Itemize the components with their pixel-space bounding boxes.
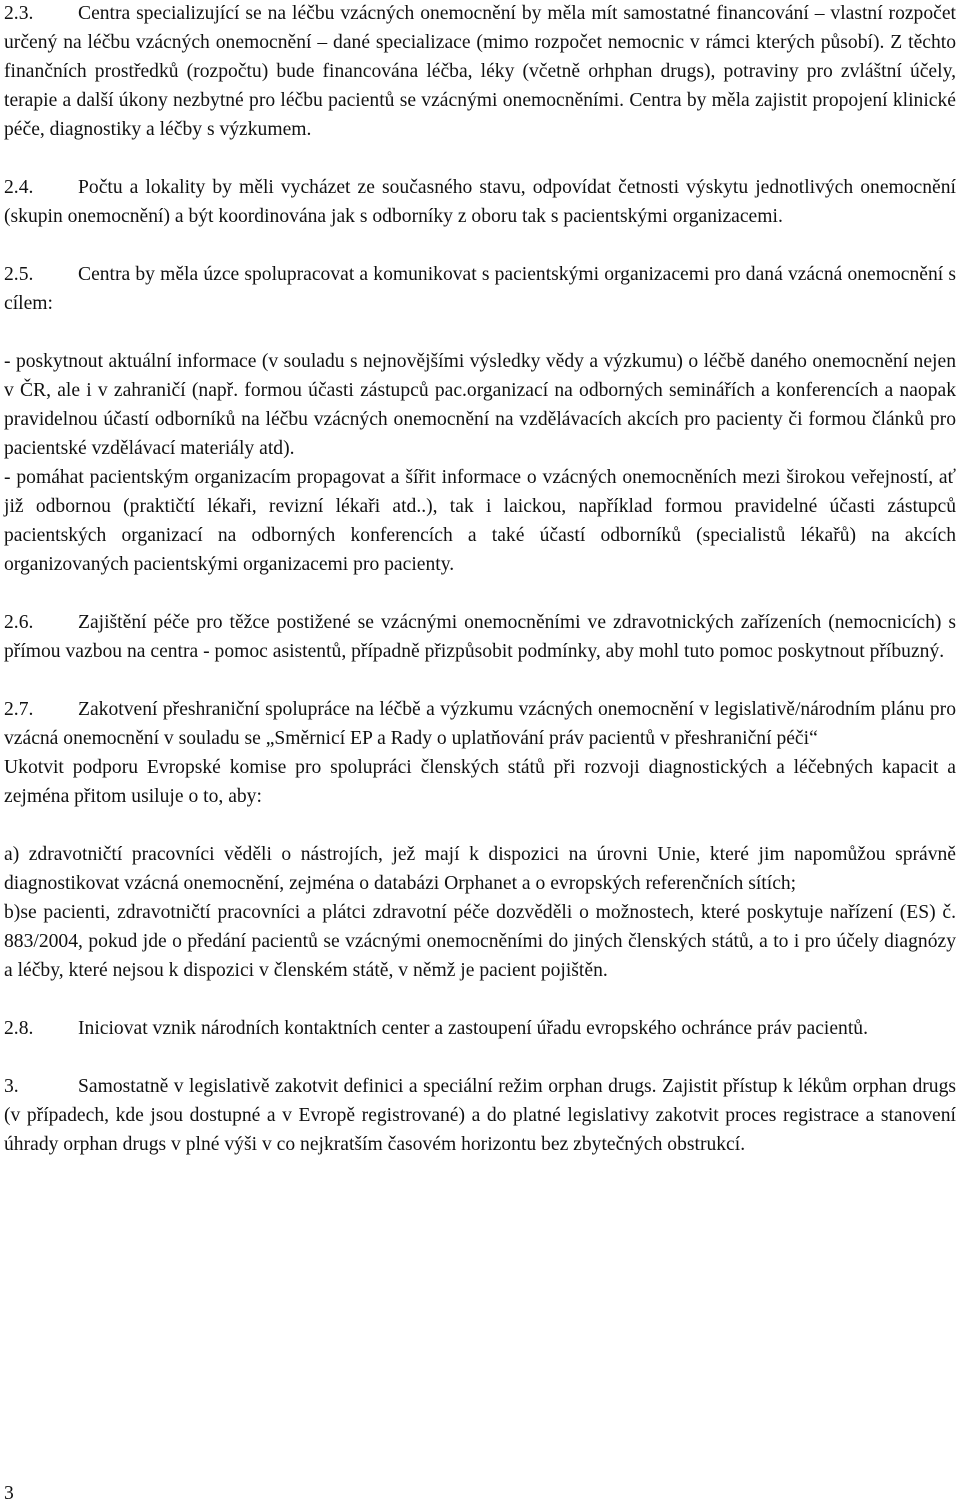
section-text: Centra specializující se na léčbu vzácných onemocnění by měla mít samostatné financování – vlastní rozpočet určený na léčbu vzácných onemocnění – dané specializace (mimo rozpočet nemocnic v rámci kterých působí). Z těchto finančních prostředků (rozpočtu) bude financována léčba, léky (včetně orhphan drugs), potraviny pro zvláštní účely, terapie a další úkony nezbytné pro léčbu pacientů se vzácnými onemocněními. Centra by měla zajistit propojení klinické péče, diagnostiky a léčby s výzkumem. [4, 3, 956, 140]
page-number: 3 [4, 1483, 14, 1504]
list-item-text: a) zdravotničtí pracovníci věděli o nástrojích, jež mají k dispozici na úrovni Unie, které jim napomůžou správně diagnostikovat vzácná onemocnění, zejména o databázi Orphanet a o evropských referenčních sítích; [4, 844, 956, 894]
section-text: Centra by měla úzce spolupracovat a komunikovat s pacientskými organizacemi pro daná vzácná onemocnění s cílem: [4, 264, 956, 314]
bullet-text: - poskytnout aktuální informace (v souladu s nejnovějšími výsledky vědy a výzkumu) o léčbě daného onemocnění nejen v ČR, ale i v zahraničí (např. formou účasti zástupců pac.organizací na odborných seminářích a konferencích a naopak pravidelnou účastí odborníků na léčbu vzácných onemocnění na vzdělávacích akcích pro pacienty či formou článků pro pacientské vzdělávací materiály atd). [4, 351, 956, 459]
eu-support-paragraph [4, 753, 956, 811]
section-2-7 [4, 695, 956, 753]
section-number: 2.6. [4, 612, 34, 633]
section-number: 2.8. [4, 1018, 34, 1039]
section-2-5 [4, 260, 956, 318]
section-number: 3. [4, 1076, 19, 1097]
section-2-4 [4, 173, 956, 231]
section-2-3 [4, 0, 956, 144]
section-text: Iniciovat vznik národních kontaktních center a zastoupení úřadu evropského ochránce práv pacientů. [78, 1018, 868, 1039]
section-text: Zajištění péče pro těžce postižené se vzácnými onemocněními ve zdravotnických zařízeních (nemocnicích) s přímou vazbou na centra - pomoc asistentů, případně přizpůsobit podmínky, aby mohl tuto pomoc poskytnout příbuzný. [4, 612, 956, 662]
list-item-text: b)se pacienti, zdravotničtí pracovníci a plátci zdravotní péče dozvěděli o možnostech, které poskytuje nařízení (ES) č. 883/2004, pokud jde o předání pacientů se vzácnými onemocněními do jiných členských států, a to i pro účely diagnózy a léčby, které nejsou k dispozici v členském státě, v němž je pacient pojištěn. [4, 902, 956, 981]
section-number: 2.3. [4, 3, 34, 24]
section-text: Počtu a lokality by měli vycházet ze současného stavu, odpovídat četnosti výskytu jednotlivých onemocnění (skupin onemocnění) a být koordinována jak s odborníky z oboru tak s pacientskými organizacemi. [4, 177, 956, 227]
section-2-6 [4, 608, 956, 666]
document-page [4, 0, 956, 1159]
paragraph-text: Ukotvit podporu Evropské komise pro spolupráci členských států při rozvoji diagnostických a léčebných kapacit a zejména přitom usiluje o to, aby: [4, 757, 956, 807]
list-item-b [4, 898, 956, 985]
bullet-inform [4, 347, 956, 463]
section-3 [4, 1072, 956, 1159]
section-2-8 [4, 1014, 956, 1043]
section-text: Zakotvení přeshraniční spolupráce na léčbě a výzkumu vzácných onemocnění v legislativě/národním plánu pro vzácná onemocnění v souladu se „Směrnicí EP a Rady o uplatňování práv pacientů v přeshraniční péči“ [4, 699, 956, 749]
bullet-promote [4, 463, 956, 579]
bullet-text: - pomáhat pacientským organizacím propagovat a šířit informace o vzácných onemocněních mezi širokou veřejností, ať již odbornou (praktičtí lékaři, revizní lékaři atd..), tak i laickou, například formou pravidelné účasti zástupců pacientských organizací na odborných konferencích a také účastí odborníků (specialistů lékařů) na akcích organizovaných pacientskými organizacemi pro pacienty. [4, 467, 956, 575]
list-item-a [4, 840, 956, 898]
section-number: 2.5. [4, 264, 34, 285]
section-number: 2.7. [4, 699, 34, 720]
section-text: Samostatně v legislativě zakotvit definici a speciální režim orphan drugs. Zajistit přístup k lékům orphan drugs (v případech, kde jsou dostupné a v Evropě registrované) a do platné legislativy zakotvit proces registrace a stanovení úhrady orphan drugs v plné výši v co nejkratším časovém horizontu bez zbytečných obstrukcí. [4, 1076, 956, 1155]
section-number: 2.4. [4, 177, 34, 198]
